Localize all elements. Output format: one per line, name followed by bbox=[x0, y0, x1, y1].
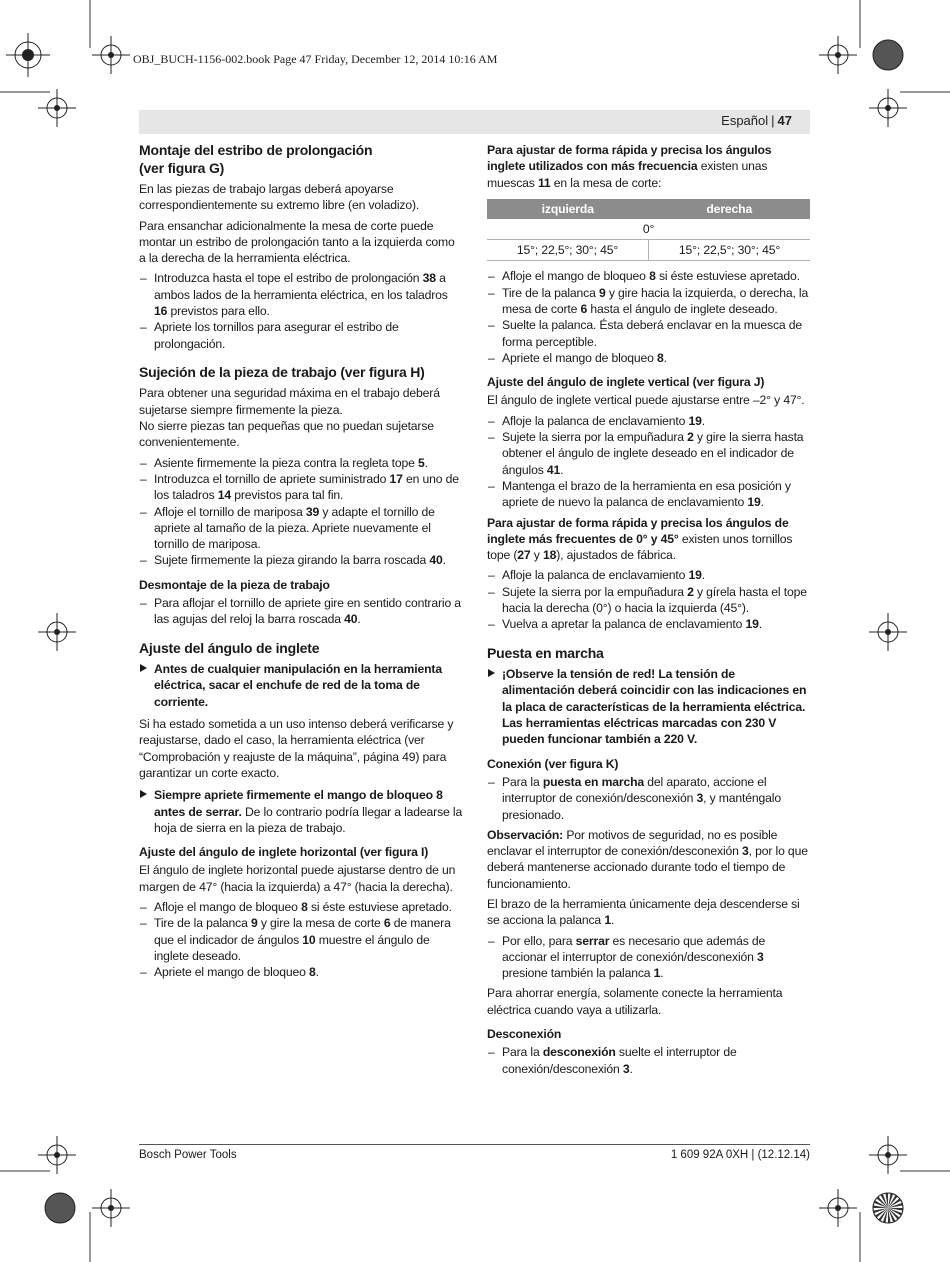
warning-triangle-icon bbox=[488, 669, 495, 677]
warning-item: ¡Observe la tensión de red! La tensión de alimentación deberá coincidir con las indicaciones en la placa de características de la herramienta eléctrica. Las herramientas eléctricas marcadas con 230 V pueden funcionar también a 220 V. bbox=[487, 666, 810, 747]
paragraph: Observación: Por motivos de seguridad, no es posible enclavar el interruptor de conexión/desconexión 3, por lo que deberá mantenerse accionado durante todo el tiempo de funcionamiento. bbox=[487, 827, 808, 891]
list-item: – Tire de la palanca 9 y gire hacia la izquierda, o derecha, la mesa de corte 6 hasta el ángulo de inglete deseado. bbox=[487, 285, 810, 318]
list-item: – Sujete la sierra por la empuñadura 2 y gírela hasta el tope hacia la derecha (0°) o hacia la izquierda (45°). bbox=[487, 584, 810, 617]
paragraph: Para ajustar de forma rápida y precisa los ángulos de inglete más frecuentes de 0° y 45° existen unos tornillos tope (27 y 18), ajustados de fábrica. bbox=[487, 515, 793, 563]
instruction-list bbox=[487, 268, 810, 366]
table-header-right: derecha bbox=[649, 199, 811, 219]
warning-item: Antes de cualquier manipulación en la herramienta eléctrica, sacar el enchufe de red de la toma de corriente. bbox=[139, 661, 464, 710]
page-header-bar bbox=[139, 110, 810, 134]
right-column bbox=[487, 142, 810, 1081]
subsection-title: Desconexión bbox=[487, 1027, 562, 1042]
paragraph: El ángulo de inglete horizontal puede ajustarse dentro de un margen de 47° (hacia la izquierda) a 47° (hacia la derecha). bbox=[139, 863, 456, 894]
subsection-title: Conexión (ver figura K) bbox=[487, 756, 619, 771]
list-item: – Suelte la palanca. Ésta deberá enclavar en la muesca de forma perceptible. bbox=[487, 317, 810, 350]
paragraph: El ángulo de inglete vertical puede ajustarse entre –2° y 47°. bbox=[487, 393, 805, 408]
paragraph: El brazo de la herramienta únicamente deja descenderse si se acciona la palanca 1. bbox=[487, 896, 800, 928]
paragraph: Para ensanchar adicionalmente la mesa de corte puede montar un estribo de prolongación tanto a la izquierda como a la derecha de la herramienta eléctrica. bbox=[139, 218, 455, 266]
paragraph: No sierre piezas tan pequeñas que no puedan sujetarse convenientemente. bbox=[139, 419, 434, 450]
header-language: Español bbox=[721, 113, 769, 128]
list-item: – Por ello, para serrar es necesario que además de accionar el interruptor de conexión/desconexión 3 presione también la palanca 1. bbox=[487, 933, 810, 982]
instruction-list bbox=[139, 270, 464, 351]
list-item: – Apriete el mango de bloqueo 8. bbox=[487, 350, 810, 366]
list-item: – Sujete la sierra por la empuñadura 2 y gire la sierra hasta obtener el ángulo de inglete deseado en el indicador de ángulos 41. bbox=[487, 429, 810, 478]
list-item: – Introduzca hasta el tope el estribo de prolongación 38 a ambos lados de la herramienta eléctrica, en los taladros 16 previstos para ello. bbox=[139, 270, 464, 319]
table-header-left: izquierda bbox=[487, 199, 649, 219]
section-title: Puesta en marcha bbox=[487, 644, 604, 661]
instruction-list bbox=[487, 1044, 810, 1077]
print-slug: OBJ_BUCH-1156-002.book Page 47 Friday, December 12, 2014 10:16 AM bbox=[133, 52, 498, 66]
table-cell-center: 0° bbox=[487, 219, 810, 240]
warning-triangle-icon bbox=[140, 664, 147, 672]
paragraph: Si ha estado sometida a un uso intenso deberá verificarse y reajustarse, dado el caso, la herramienta eléctrica (ver “Comprobación y reajuste de la máquina”, página 49) para garantizar un corte exacto. bbox=[139, 717, 454, 780]
footer-brand: Bosch Power Tools bbox=[139, 1149, 237, 1161]
subsection-title: Ajuste del ángulo de inglete vertical (ver figura J) bbox=[487, 375, 765, 390]
list-item: – Apriete los tornillos para asegurar el estribo de prolongación. bbox=[139, 319, 464, 352]
list-item: – Afloje el tornillo de mariposa 39 y adapte el tornillo de apriete al tamaño de la pieza. Apriete nuevamente el tornillo de mariposa. bbox=[139, 504, 464, 553]
instruction-list bbox=[139, 595, 464, 628]
table-cell-left: 15°; 22,5°; 30°; 45° bbox=[487, 240, 649, 261]
list-item: – Asiente firmemente la pieza contra la regleta tope 5. bbox=[139, 455, 464, 471]
list-item: – Apriete el mango de bloqueo 8. bbox=[139, 964, 464, 980]
warning-triangle-icon bbox=[140, 790, 147, 798]
instruction-list bbox=[487, 413, 810, 511]
list-item: – Introduzca el tornillo de apriete suministrado 17 en uno de los taladros 14 previstos para tal fin. bbox=[139, 471, 464, 504]
section-title: Ajuste del ángulo de inglete bbox=[139, 639, 320, 656]
page-header bbox=[721, 113, 792, 128]
left-column bbox=[139, 142, 464, 984]
list-item: – Tire de la palanca 9 y gire la mesa de corte 6 de manera que el indicador de ángulos 10 muestre el ángulo de inglete deseado. bbox=[139, 915, 464, 964]
paragraph: Para ahorrar energía, solamente conecte la herramienta eléctrica cuando vaya a utilizarla. bbox=[487, 986, 783, 1017]
warning-item: Siempre apriete firmemente el mango de bloqueo 8 antes de serrar. De lo contrario podría llegar a ladearse la hoja de sierra en la pieza de trabajo. bbox=[139, 787, 464, 836]
paragraph: En las piezas de trabajo largas deberá apoyarse correspondientemente su extremo libre (en voladizo). bbox=[139, 182, 420, 213]
list-item: – Mantenga el brazo de la herramienta en esa posición y apriete de nuevo la palanca de enclavamiento 19. bbox=[487, 478, 810, 511]
list-item: – Vuelva a apretar la palanca de enclavamiento 19. bbox=[487, 616, 810, 632]
list-item: – Para aflojar el tornillo de apriete gire en sentido contrario a las agujas del reloj la barra roscada 40. bbox=[139, 595, 464, 628]
notch-angle-table bbox=[487, 199, 810, 262]
table-cell-right: 15°; 22,5°; 30°; 45° bbox=[649, 240, 811, 261]
section-title: Sujeción de la pieza de trabajo (ver figura H) bbox=[139, 363, 425, 380]
instruction-list bbox=[487, 567, 810, 632]
header-separator: | bbox=[771, 113, 775, 128]
paragraph: Para obtener una seguridad máxima en el trabajo deberá sujetarse siempre firmemente la pieza. bbox=[139, 386, 440, 417]
subsection-title: Ajuste del ángulo de inglete horizontal (ver figura I) bbox=[139, 845, 429, 860]
instruction-list bbox=[139, 899, 464, 980]
list-item: – Afloje el mango de bloqueo 8 si éste estuviese apretado. bbox=[487, 268, 810, 284]
list-item: – Afloje la palanca de enclavamiento 19. bbox=[487, 567, 810, 583]
list-item: – Afloje el mango de bloqueo 8 si éste estuviese apretado. bbox=[139, 899, 464, 915]
page-number: 47 bbox=[777, 113, 792, 128]
paragraph: Para ajustar de forma rápida y precisa los ángulos inglete utilizados con más frecuencia existen unas muescas 11 en la mesa de corte: bbox=[487, 143, 772, 190]
footer-rule bbox=[139, 1144, 810, 1145]
section-title: Montaje del estribo de prolongación (ver figura G) bbox=[139, 142, 373, 176]
subsection-title: Desmontaje de la pieza de trabajo bbox=[139, 577, 330, 592]
footer-doc-number: 1 609 92A 0XH | (12.12.14) bbox=[670, 1149, 810, 1161]
list-item: – Para la desconexión suelte el interruptor de conexión/desconexión 3. bbox=[487, 1044, 810, 1077]
instruction-list bbox=[487, 933, 810, 982]
list-item: – Sujete firmemente la pieza girando la barra roscada 40. bbox=[139, 552, 464, 568]
instruction-list bbox=[139, 455, 464, 569]
list-item: – Para la puesta en marcha del aparato, accione el interruptor de conexión/desconexión 3, y manténgalo presionado. bbox=[487, 774, 810, 823]
list-item: – Afloje la palanca de enclavamiento 19. bbox=[487, 413, 810, 429]
instruction-list bbox=[487, 774, 810, 823]
